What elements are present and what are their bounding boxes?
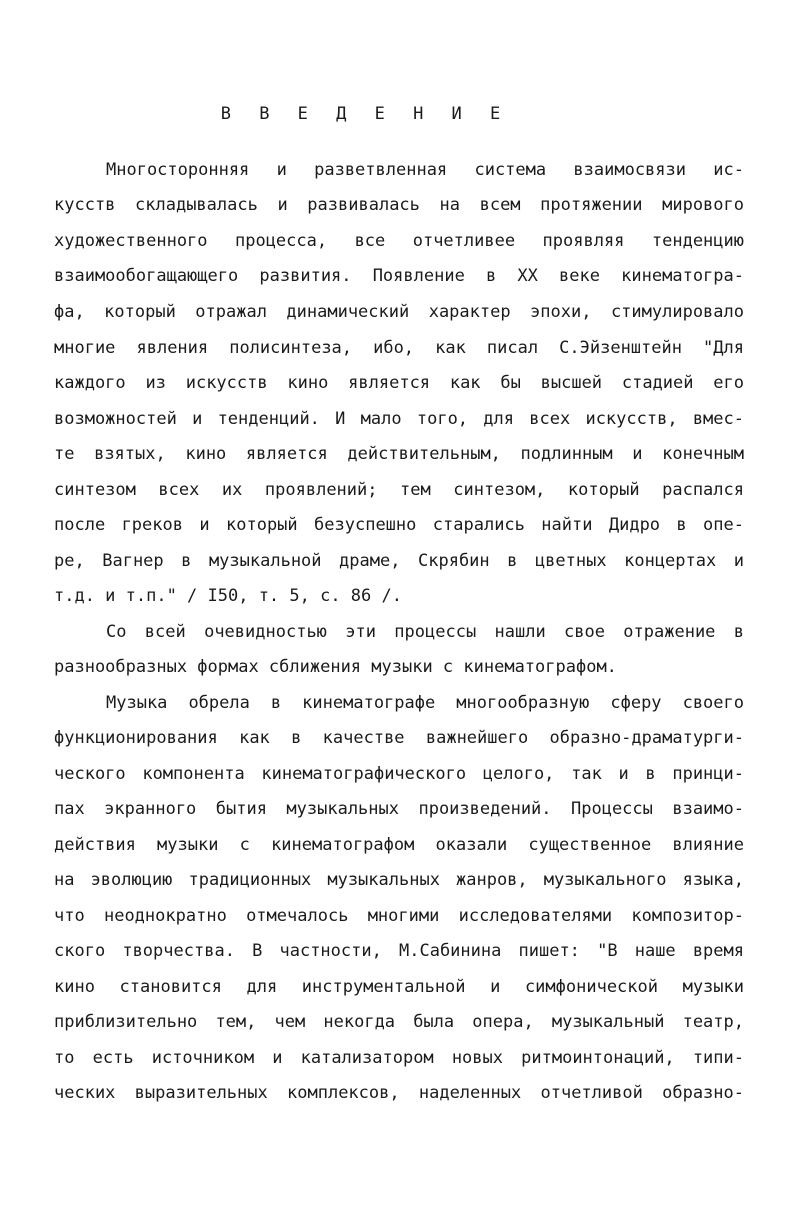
text-line: приблизительно тем, чем некогда была опера, музыкальный театр,	[54, 1012, 744, 1032]
text-line: после греков и который безуспешно старались найти Дидро в опе-	[54, 515, 744, 535]
text-line: Многосторонняя и разветвленная система взаимосвязи ис-	[106, 160, 744, 180]
text-line: каждого из искусств кино является как бы высшей стадией его	[54, 373, 744, 393]
text-line: кусств складывалась и развивалась на всем протяжении мирового	[54, 195, 744, 215]
text-line: Со всей очевидностью эти процессы нашли свое отражение в	[106, 622, 744, 642]
text-line: ского творчества. В частности, М.Сабинина пишет: "В наше время	[54, 941, 744, 961]
text-line: разнообразных формах сближения музыки с кинематографом.	[54, 657, 617, 677]
text-line: то есть источником и катализатором новых ритмоинтонаций, типи-	[54, 1048, 744, 1068]
text-line: что неоднократно отмечалось многими исследователями композитор-	[54, 906, 744, 926]
text-line: ре, Вагнер в музыкальной драме, Скрябин в цветных концертах и	[54, 551, 744, 571]
text-line: Музыка обрела в кинематографе многообразную сферу своего	[106, 693, 744, 713]
text-line: многие явления полисинтеза, ибо, как писал С.Эйзенштейн "Для	[54, 338, 744, 358]
text-line: фа, который отражал динамический характер эпохи, стимулировало	[54, 302, 744, 322]
text-line: те взятых, кино является действительным, подлинным и конечным	[54, 444, 744, 464]
text-line: ческих выразительных комплексов, наделенных отчетливой образно-	[54, 1083, 744, 1103]
text-line: пах экранного бытия музыкальных произведений. Процессы взаимо-	[54, 799, 744, 819]
text-line: кино становится для инструментальной и симфонической музыки	[54, 977, 744, 997]
text-line: возможностей и тенденций. И мало того, для всех искусств, вмес-	[54, 409, 744, 429]
text-line: т.д. и т.п." / I50, т. 5, с. 86 /.	[54, 586, 402, 606]
text-line: взаимообогащающего развития. Появление в XX веке кинематогра-	[54, 266, 744, 286]
text-line: ческого компонента кинематографического целого, так и в принци-	[54, 764, 744, 784]
text-line: действия музыки с кинематографом оказали существенное влияние	[54, 835, 744, 855]
text-line: синтезом всех их проявлений; тем синтезом, который распался	[54, 480, 744, 500]
text-line: функционирования как в качестве важнейшего образно-драматурги-	[54, 728, 744, 748]
section-title: В В Е Д Е Н И Е	[220, 104, 510, 124]
text-line: художественного процесса, все отчетливее проявляя тенденцию	[54, 231, 744, 251]
text-line: на эволюцию традиционных музыкальных жанров, музыкального языка,	[54, 870, 744, 890]
